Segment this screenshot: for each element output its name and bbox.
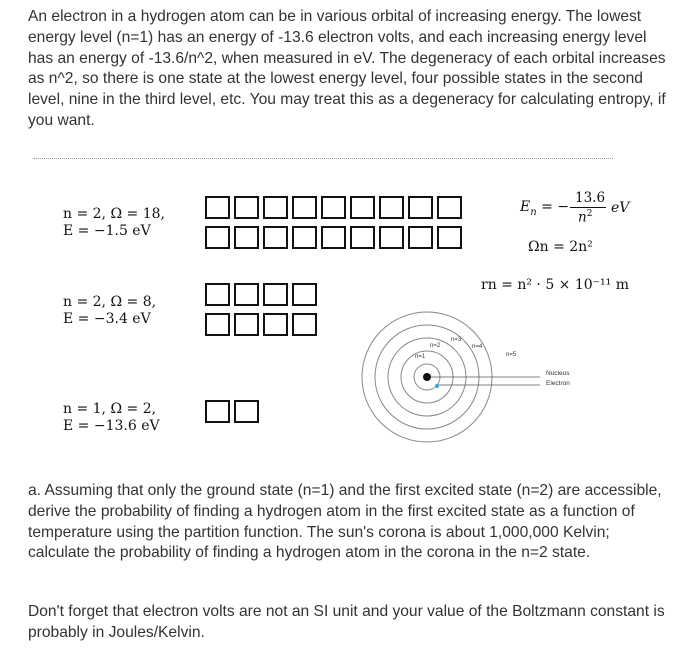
state-box	[263, 283, 288, 306]
state-box	[205, 313, 230, 336]
energy-equals: = −	[541, 199, 570, 215]
state-box	[205, 226, 230, 249]
energy-denominator	[578, 209, 592, 226]
shell-label-n1: n=1	[415, 354, 426, 360]
state-box	[292, 226, 317, 249]
level-label-bottom	[63, 401, 203, 435]
shell-label-n4: n=4	[472, 344, 483, 350]
state-box	[292, 283, 317, 306]
fraction-bar	[570, 207, 606, 208]
state-box	[234, 313, 259, 336]
energy-denominator-base: n	[578, 209, 587, 226]
state-box	[234, 196, 259, 219]
state-box	[350, 226, 375, 249]
state-box	[408, 196, 433, 219]
state-box	[321, 226, 346, 249]
level-label-middle-line1: n = 2, Ω = 8,	[63, 294, 157, 310]
electron-dot	[435, 384, 439, 388]
state-box	[205, 196, 230, 219]
shell-label-n5: n=5	[506, 352, 517, 358]
dotted-divider	[33, 158, 613, 159]
level-label-bottom-line1: n = 1, Ω = 2,	[63, 401, 157, 417]
energy-subscript: n	[530, 206, 537, 218]
state-box	[205, 400, 230, 423]
energy-formula-lhs	[520, 199, 569, 218]
state-box	[292, 196, 317, 219]
state-box	[263, 313, 288, 336]
state-box	[379, 196, 404, 219]
state-box	[263, 226, 288, 249]
state-box	[234, 400, 259, 423]
level-label-middle	[63, 294, 203, 328]
state-boxes-bottom-row	[205, 400, 259, 423]
energy-symbol: E	[520, 199, 531, 215]
question-a-text: a. Assuming that only the ground state (n=1) and the first excited state (n=2) are accessible, derive the probability of finding a hydrogen atom in the first excited state as a function of temperature using the partition function. The sun's corona is about 1,000,000 Kelvin; calculate the probability of finding a hydrogen atom in the corona in the n=2 state.	[28, 482, 662, 562]
state-box	[234, 283, 259, 306]
energy-denominator-exp: 2	[586, 209, 593, 219]
state-boxes-top-row-2	[205, 226, 462, 249]
radius-formula: rn = n² · 5 × 10⁻¹¹ m	[481, 277, 630, 293]
legend-nucleus: Nucleus	[546, 370, 570, 377]
energy-unit: eV	[611, 200, 630, 216]
state-box	[408, 226, 433, 249]
shell-label-n2: n=2	[430, 343, 441, 349]
state-box	[437, 226, 462, 249]
state-box	[234, 226, 259, 249]
nucleus-dot	[423, 373, 431, 381]
level-label-top	[63, 206, 203, 240]
level-label-bottom-line2: E = −13.6 eV	[63, 418, 160, 434]
energy-numerator: 13.6	[575, 190, 606, 206]
state-box	[292, 313, 317, 336]
level-label-middle-line2: E = −3.4 eV	[63, 311, 151, 327]
state-box	[263, 196, 288, 219]
degeneracy-formula: Ωn = 2n²	[528, 239, 593, 255]
level-label-top-line1: n = 2, Ω = 18,	[63, 206, 165, 222]
state-boxes-middle-row-1	[205, 283, 317, 306]
state-box	[437, 196, 462, 219]
state-box	[350, 196, 375, 219]
shell-label-n3: n=3	[451, 337, 462, 343]
legend-electron: Electron	[546, 380, 570, 387]
state-box	[379, 226, 404, 249]
problem-intro-text: An electron in a hydrogen atom can be in various orbital of increasing energy. The lowest energy level (n=1) has an energy of -13.6 electron volts, and each increasing energy level has an energy of -13.6/n^2, when measured in eV. The degeneracy of each orbital increases as n^2, so there is one state at the lowest energy level, four possible states in the second level, nine in the third level, etc. You may treat this as a degeneracy for calculating entropy, if you want.	[28, 8, 666, 129]
state-boxes-top-row-1	[205, 196, 462, 219]
state-box	[321, 196, 346, 219]
bohr-atom-diagram	[330, 300, 540, 460]
units-note-text: Don't forget that electron volts are not an SI unit and your value of the Boltzmann constant is probably in Joules/Kelvin.	[28, 603, 665, 641]
level-label-top-line2: E = −1.5 eV	[63, 223, 151, 239]
state-boxes-middle-row-2	[205, 313, 317, 336]
state-box	[205, 283, 230, 306]
